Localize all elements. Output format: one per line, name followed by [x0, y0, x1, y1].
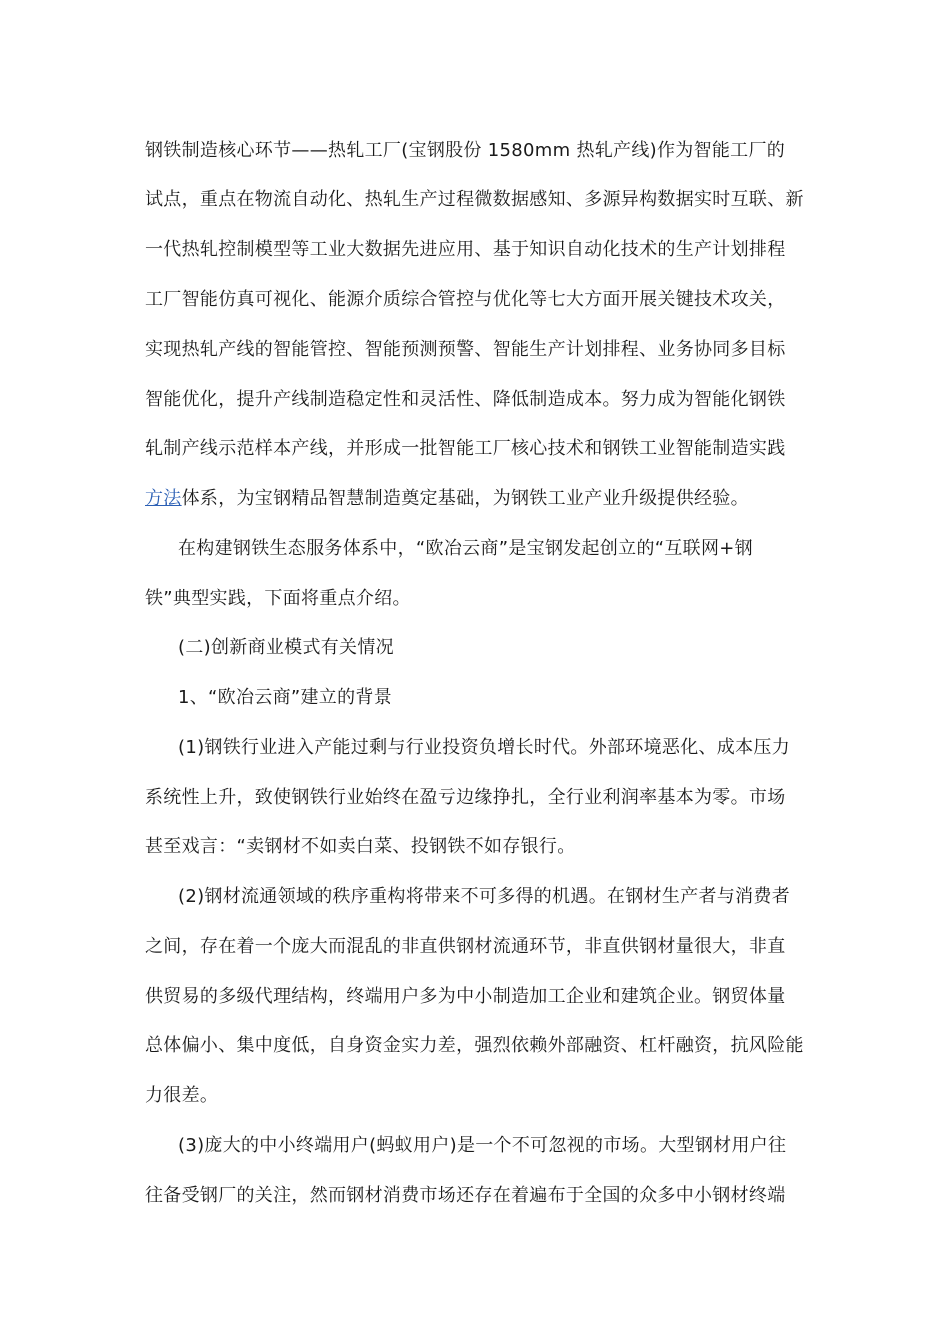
- paragraph-line: 轧制产线示范样本产线，并形成一批智能工厂核心技术和钢铁工业智能制造实践: [145, 438, 786, 459]
- paragraph-line: 一代热轧控制模型等工业大数据先进应用、基于知识自动化技术的生产计划排程: [145, 239, 786, 260]
- paragraph-line: (3)庞大的中小终端用户(蚂蚁用户)是一个不可忽视的市场。大型钢材用户往: [178, 1135, 787, 1156]
- paragraph-line: 工厂智能仿真可视化、能源介质综合管控与优化等七大方面开展关键技术攻关，: [145, 289, 786, 310]
- paragraph-line: 力很差。: [145, 1085, 219, 1106]
- paragraph-line: 在构建钢铁生态服务体系中，“欧冶云商”是宝钢发起创立的“互联网+钢: [178, 538, 753, 559]
- paragraph-line: 往备受钢厂的关注，然而钢材消费市场还存在着遍布于全国的众多中小钢材终端: [145, 1185, 786, 1206]
- paragraph-line: 总体偏小、集中度低，自身资金实力差，强烈依赖外部融资、杠杆融资，抗风险能: [145, 1035, 804, 1056]
- paragraph-line: 铁”典型实践，下面将重点介绍。: [145, 588, 411, 609]
- paragraph-line-rest: 体系，为宝钢精品智慧制造奠定基础，为钢铁工业产业升级提供经验。: [181, 488, 749, 509]
- paragraph-line: 系统性上升，致使钢铁行业始终在盈亏边缘挣扎，全行业利润率基本为零。市场: [145, 787, 786, 808]
- paragraph-line: 钢铁制造核心环节——热轧工厂(宝钢股份 1580mm 热轧产线)作为智能工厂的: [145, 140, 786, 161]
- subsection-heading: 1、“欧冶云商”建立的背景: [178, 687, 393, 708]
- section-heading: (二)创新商业模式有关情况: [178, 637, 394, 658]
- method-link[interactable]: 方法: [145, 488, 182, 509]
- paragraph-line: 供贸易的多级代理结构，终端用户多为中小制造加工企业和建筑企业。钢贸体量: [145, 986, 786, 1007]
- paragraph-line: 智能优化，提升产线制造稳定性和灵活性、降低制造成本。努力成为智能化钢铁: [145, 389, 786, 410]
- paragraph-line: 之间，存在着一个庞大而混乱的非直供钢材流通环节，非直供钢材量很大，非直: [145, 936, 786, 957]
- paragraph-line: [145, 487, 749, 511]
- paragraph-line: 甚至戏言：“卖钢材不如卖白菜、投钢铁不如存银行。: [145, 836, 576, 857]
- paragraph-line: 试点，重点在物流自动化、热轧生产过程微数据感知、多源异构数据实时互联、新: [145, 189, 804, 210]
- paragraph-line: 实现热轧产线的智能管控、智能预测预警、智能生产计划排程、业务协同多目标: [145, 339, 786, 360]
- paragraph-line: (2)钢材流通领域的秩序重构将带来不可多得的机遇。在钢材生产者与消费者: [178, 886, 790, 907]
- paragraph-line: (1)钢铁行业进入产能过剩与行业投资负增长时代。外部环境恶化、成本压力: [178, 737, 790, 758]
